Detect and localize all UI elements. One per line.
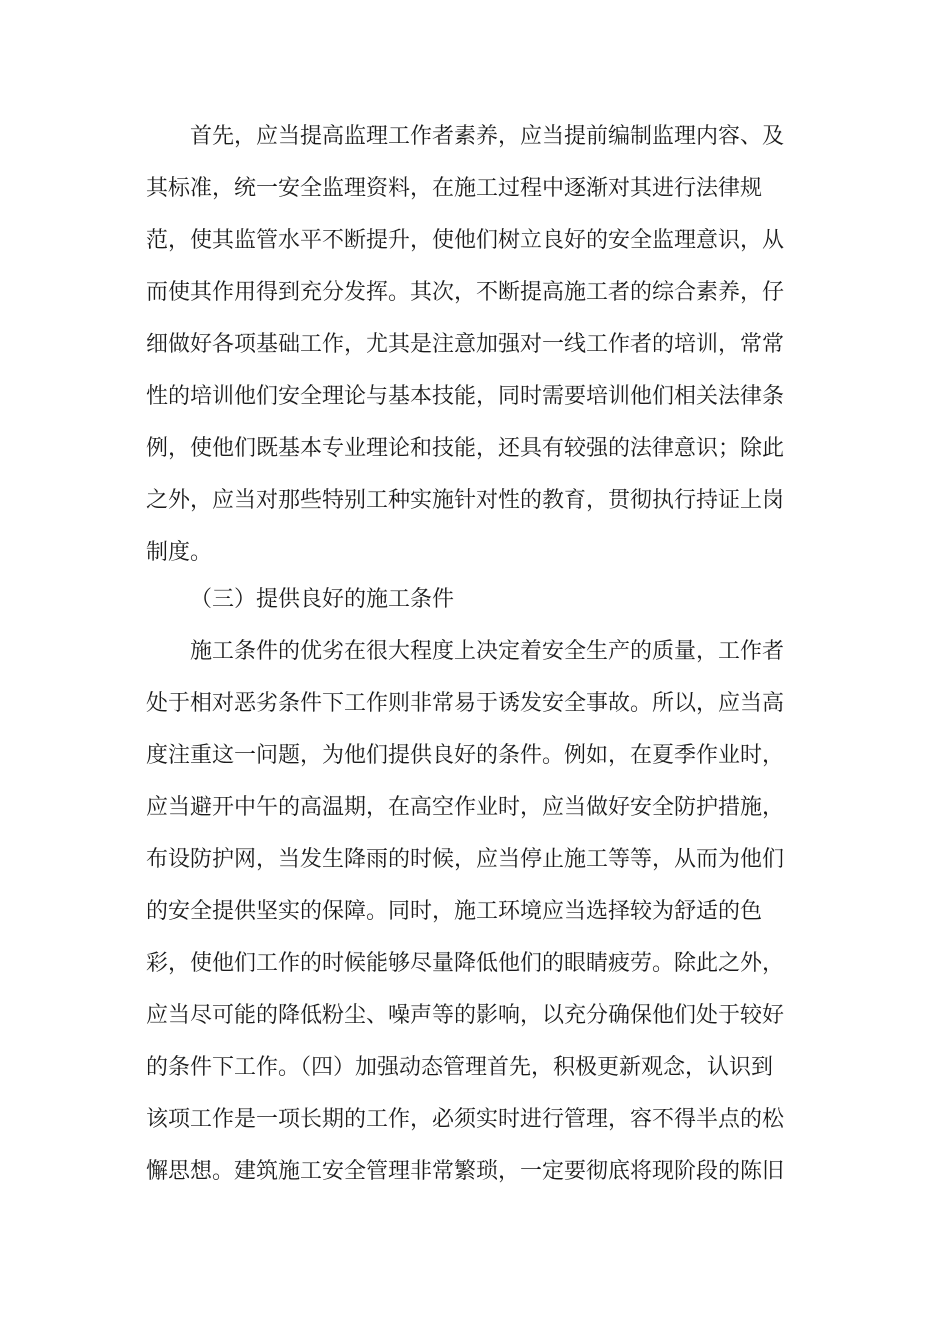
paragraph-line: 性的培训他们安全理论与基本技能，同时需要培训他们相关法律条 — [146, 384, 785, 409]
paragraph-line: 的条件下工作。（四）加强动态管理首先，积极更新观念，认识到 — [146, 1055, 774, 1080]
paragraph-line: 其标准，统一安全监理资料，在施工过程中逐渐对其进行法律规 — [146, 176, 763, 201]
paragraph-line: 该项工作是一项长期的工作，必须实时进行管理，容不得半点的松 — [146, 1107, 785, 1132]
paragraph-line: 布设防护网，当发生降雨的时候，应当停止施工等等，从而为他们 — [146, 847, 785, 872]
paragraph-line: 之外，应当对那些特别工种实施针对性的教育，贯彻执行持证上岗 — [146, 488, 785, 513]
paragraph-line: 而使其作用得到充分发挥。其次，不断提高施工者的综合素养，仔 — [146, 280, 785, 305]
paragraph-line: 处于相对恶劣条件下工作则非常易于诱发安全事故。所以，应当高 — [146, 691, 785, 716]
paragraph-line: 范，使其监管水平不断提升，使他们树立良好的安全监理意识，从 — [146, 228, 785, 253]
paragraph-line: 施工条件的优劣在很大程度上决定着安全生产的质量，工作者 — [190, 639, 785, 664]
paragraph-line: 首先，应当提高监理工作者素养，应当提前编制监理内容、及 — [190, 124, 785, 149]
paragraph-line: 度注重这一问题，为他们提供良好的条件。例如，在夏季作业时， — [146, 743, 785, 768]
paragraph-line: 应当避开中午的高温期，在高空作业时，应当做好安全防护措施， — [146, 795, 785, 820]
paragraph-line: 例，使他们既基本专业理论和技能，还具有较强的法律意识；除此 — [146, 436, 785, 461]
paragraph-line: 彩，使他们工作的时候能够尽量降低他们的眼睛疲劳。除此之外， — [146, 951, 785, 976]
paragraph-line: 制度。 — [146, 540, 213, 565]
paragraph-line: 的安全提供坚实的保障。同时，施工环境应当选择较为舒适的色 — [146, 899, 763, 924]
paragraph-line: 应当尽可能的降低粉尘、噪声等的影响，以充分确保他们处于较好 — [146, 1003, 785, 1028]
paragraph-line: 细做好各项基础工作，尤其是注意加强对一线工作者的培训，常常 — [146, 332, 785, 357]
section-heading: （三）提供良好的施工条件 — [190, 587, 455, 612]
paragraph-line: 懈思想。建筑施工安全管理非常繁琐，一定要彻底将现阶段的陈旧 — [146, 1159, 785, 1184]
